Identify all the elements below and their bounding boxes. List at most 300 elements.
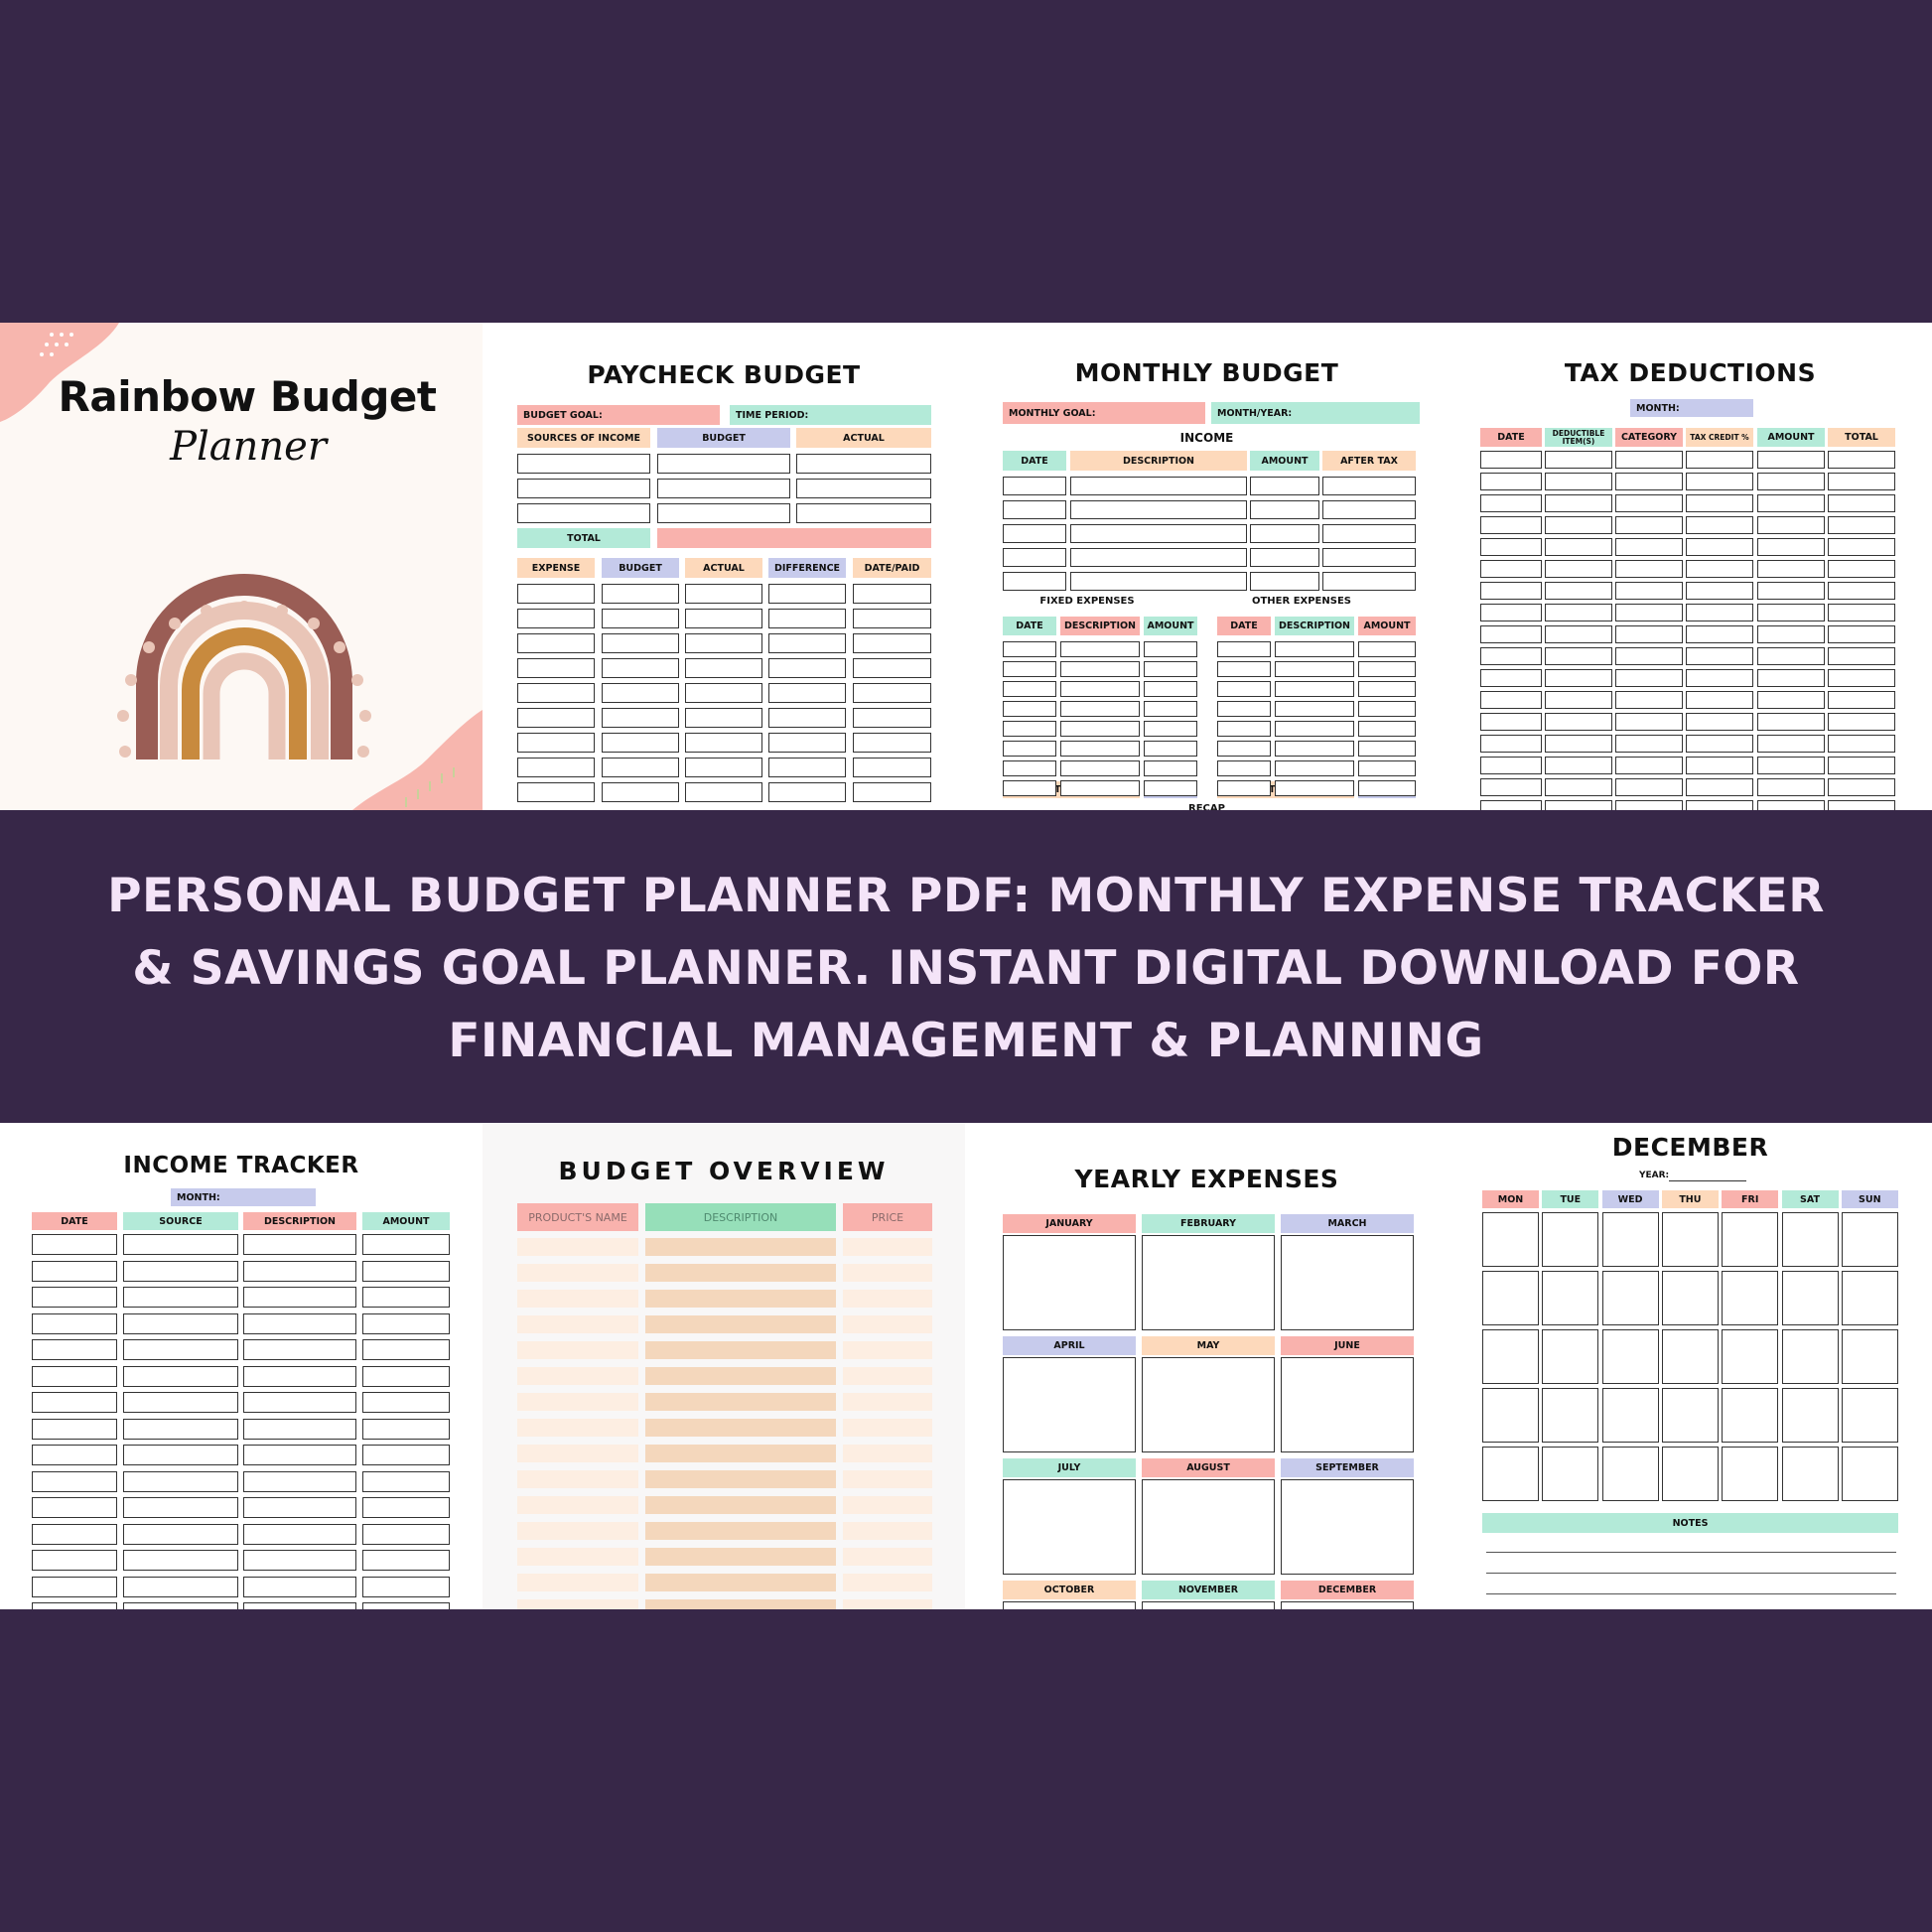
- input-cell[interactable]: [1275, 780, 1354, 796]
- input-cell[interactable]: [32, 1602, 117, 1609]
- input-cell[interactable]: [1060, 681, 1140, 697]
- day-cell[interactable]: [1542, 1271, 1598, 1325]
- input-cell[interactable]: [362, 1313, 450, 1334]
- month-box[interactable]: [1003, 1479, 1136, 1575]
- input-cell[interactable]: [1615, 691, 1683, 709]
- day-cell[interactable]: [1662, 1329, 1719, 1384]
- input-cell[interactable]: [1070, 524, 1247, 543]
- row-cell[interactable]: [645, 1238, 836, 1256]
- input-cell[interactable]: [243, 1577, 356, 1597]
- input-cell[interactable]: [1757, 800, 1825, 810]
- input-cell[interactable]: [1275, 721, 1354, 737]
- input-cell[interactable]: [32, 1366, 117, 1387]
- input-cell[interactable]: [1003, 721, 1056, 737]
- input-cell[interactable]: [1828, 647, 1895, 665]
- input-cell[interactable]: [1003, 548, 1066, 567]
- input-cell[interactable]: [1322, 477, 1416, 495]
- row-cell[interactable]: [517, 1445, 638, 1462]
- input-cell[interactable]: [1144, 701, 1197, 717]
- day-cell[interactable]: [1842, 1388, 1898, 1443]
- input-cell[interactable]: [517, 758, 595, 777]
- day-cell[interactable]: [1482, 1447, 1539, 1501]
- row-cell[interactable]: [645, 1290, 836, 1308]
- month-box[interactable]: [1142, 1479, 1275, 1575]
- input-cell[interactable]: [768, 658, 846, 678]
- input-cell[interactable]: [602, 708, 679, 728]
- input-cell[interactable]: [362, 1524, 450, 1545]
- row-cell[interactable]: [517, 1341, 638, 1359]
- row-cell[interactable]: [645, 1445, 836, 1462]
- input-cell[interactable]: [517, 584, 595, 604]
- input-cell[interactable]: [1757, 713, 1825, 731]
- row-cell[interactable]: [517, 1290, 638, 1308]
- input-cell[interactable]: [1217, 760, 1271, 776]
- row-cell[interactable]: [645, 1574, 836, 1591]
- input-cell[interactable]: [1358, 701, 1416, 717]
- input-cell[interactable]: [602, 733, 679, 753]
- input-cell[interactable]: [123, 1313, 238, 1334]
- input-cell[interactable]: [517, 782, 595, 802]
- day-cell[interactable]: [1722, 1271, 1778, 1325]
- input-cell[interactable]: [1545, 713, 1612, 731]
- input-cell[interactable]: [685, 609, 762, 628]
- input-cell[interactable]: [1480, 494, 1542, 512]
- row-cell[interactable]: [517, 1599, 638, 1609]
- input-cell[interactable]: [1217, 661, 1271, 677]
- input-cell[interactable]: [1545, 691, 1612, 709]
- row-cell[interactable]: [645, 1419, 836, 1437]
- input-cell[interactable]: [362, 1602, 450, 1609]
- input-cell[interactable]: [1686, 473, 1753, 490]
- input-cell[interactable]: [362, 1261, 450, 1282]
- input-cell[interactable]: [1070, 572, 1247, 591]
- input-cell[interactable]: [853, 658, 931, 678]
- input-cell[interactable]: [1615, 713, 1683, 731]
- input-cell[interactable]: [1615, 735, 1683, 753]
- input-cell[interactable]: [123, 1524, 238, 1545]
- day-cell[interactable]: [1542, 1447, 1598, 1501]
- input-cell[interactable]: [1480, 516, 1542, 534]
- day-cell[interactable]: [1722, 1447, 1778, 1501]
- row-cell[interactable]: [517, 1496, 638, 1514]
- input-cell[interactable]: [1757, 582, 1825, 600]
- month-box[interactable]: [1003, 1357, 1136, 1452]
- row-cell[interactable]: [843, 1548, 932, 1566]
- input-cell[interactable]: [1060, 780, 1140, 796]
- row-cell[interactable]: [517, 1367, 638, 1385]
- input-cell[interactable]: [1686, 800, 1753, 810]
- input-cell[interactable]: [1686, 778, 1753, 796]
- input-cell[interactable]: [243, 1261, 356, 1282]
- input-cell[interactable]: [685, 708, 762, 728]
- row-cell[interactable]: [843, 1367, 932, 1385]
- input-cell[interactable]: [1545, 669, 1612, 687]
- input-cell[interactable]: [768, 733, 846, 753]
- month-box[interactable]: [1142, 1235, 1275, 1330]
- input-cell[interactable]: [1144, 760, 1197, 776]
- input-cell[interactable]: [1828, 582, 1895, 600]
- input-cell[interactable]: [1322, 524, 1416, 543]
- input-cell[interactable]: [1828, 560, 1895, 578]
- day-cell[interactable]: [1842, 1271, 1898, 1325]
- input-cell[interactable]: [1757, 538, 1825, 556]
- row-cell[interactable]: [517, 1548, 638, 1566]
- input-cell[interactable]: [1545, 560, 1612, 578]
- row-cell[interactable]: [645, 1341, 836, 1359]
- row-cell[interactable]: [843, 1574, 932, 1591]
- row-cell[interactable]: [843, 1290, 932, 1308]
- input-cell[interactable]: [517, 658, 595, 678]
- input-cell[interactable]: [243, 1366, 356, 1387]
- row-cell[interactable]: [843, 1315, 932, 1333]
- input-cell[interactable]: [1144, 741, 1197, 757]
- input-cell[interactable]: [1545, 800, 1612, 810]
- input-cell[interactable]: [1828, 473, 1895, 490]
- day-cell[interactable]: [1662, 1447, 1719, 1501]
- input-cell[interactable]: [32, 1287, 117, 1308]
- input-cell[interactable]: [1828, 778, 1895, 796]
- input-cell[interactable]: [602, 658, 679, 678]
- input-cell[interactable]: [1060, 641, 1140, 657]
- total-value-field[interactable]: [657, 528, 931, 548]
- day-cell[interactable]: [1602, 1212, 1659, 1267]
- input-cell[interactable]: [123, 1392, 238, 1413]
- input-cell[interactable]: [1615, 451, 1683, 469]
- day-cell[interactable]: [1602, 1271, 1659, 1325]
- row-cell[interactable]: [645, 1548, 836, 1566]
- input-cell[interactable]: [1828, 451, 1895, 469]
- input-cell[interactable]: [362, 1577, 450, 1597]
- input-cell[interactable]: [1070, 477, 1247, 495]
- input-cell[interactable]: [853, 733, 931, 753]
- input-cell[interactable]: [32, 1313, 117, 1334]
- input-cell[interactable]: [243, 1524, 356, 1545]
- input-cell[interactable]: [685, 658, 762, 678]
- input-cell[interactable]: [1275, 760, 1354, 776]
- input-cell[interactable]: [1757, 560, 1825, 578]
- input-cell[interactable]: [1615, 778, 1683, 796]
- day-cell[interactable]: [1662, 1212, 1719, 1267]
- input-cell[interactable]: [362, 1445, 450, 1465]
- day-cell[interactable]: [1782, 1388, 1839, 1443]
- input-cell[interactable]: [1250, 524, 1319, 543]
- input-cell[interactable]: [1615, 625, 1683, 643]
- input-cell[interactable]: [1545, 604, 1612, 621]
- month-box[interactable]: [1281, 1479, 1414, 1575]
- input-cell[interactable]: [1828, 516, 1895, 534]
- input-cell[interactable]: [1480, 735, 1542, 753]
- input-cell[interactable]: [1757, 473, 1825, 490]
- input-cell[interactable]: [1217, 741, 1271, 757]
- input-cell[interactable]: [362, 1234, 450, 1255]
- input-cell[interactable]: [602, 584, 679, 604]
- input-cell[interactable]: [1686, 757, 1753, 774]
- input-cell[interactable]: [517, 454, 650, 474]
- day-cell[interactable]: [1722, 1388, 1778, 1443]
- input-cell[interactable]: [32, 1445, 117, 1465]
- input-cell[interactable]: [123, 1419, 238, 1440]
- input-cell[interactable]: [1828, 800, 1895, 810]
- day-cell[interactable]: [1782, 1329, 1839, 1384]
- row-cell[interactable]: [517, 1419, 638, 1437]
- input-cell[interactable]: [1480, 669, 1542, 687]
- input-cell[interactable]: [1757, 669, 1825, 687]
- input-cell[interactable]: [243, 1234, 356, 1255]
- input-cell[interactable]: [1828, 625, 1895, 643]
- input-cell[interactable]: [768, 782, 846, 802]
- input-cell[interactable]: [362, 1339, 450, 1360]
- input-cell[interactable]: [123, 1234, 238, 1255]
- input-cell[interactable]: [243, 1445, 356, 1465]
- input-cell[interactable]: [1545, 516, 1612, 534]
- input-cell[interactable]: [123, 1497, 238, 1518]
- input-cell[interactable]: [1757, 516, 1825, 534]
- input-cell[interactable]: [768, 708, 846, 728]
- input-cell[interactable]: [1275, 681, 1354, 697]
- input-cell[interactable]: [32, 1524, 117, 1545]
- input-cell[interactable]: [517, 633, 595, 653]
- input-cell[interactable]: [1003, 572, 1066, 591]
- input-cell[interactable]: [657, 503, 790, 523]
- input-cell[interactable]: [1545, 735, 1612, 753]
- input-cell[interactable]: [602, 683, 679, 703]
- input-cell[interactable]: [1686, 582, 1753, 600]
- input-cell[interactable]: [1275, 661, 1354, 677]
- input-cell[interactable]: [1545, 625, 1612, 643]
- day-cell[interactable]: [1542, 1388, 1598, 1443]
- input-cell[interactable]: [32, 1497, 117, 1518]
- day-cell[interactable]: [1722, 1329, 1778, 1384]
- input-cell[interactable]: [1358, 681, 1416, 697]
- input-cell[interactable]: [768, 633, 846, 653]
- input-cell[interactable]: [1828, 669, 1895, 687]
- input-cell[interactable]: [1545, 757, 1612, 774]
- month-box[interactable]: [1281, 1235, 1414, 1330]
- input-cell[interactable]: [123, 1577, 238, 1597]
- input-cell[interactable]: [1144, 641, 1197, 657]
- row-cell[interactable]: [645, 1367, 836, 1385]
- input-cell[interactable]: [796, 454, 931, 474]
- input-cell[interactable]: [1757, 691, 1825, 709]
- input-cell[interactable]: [1003, 524, 1066, 543]
- input-cell[interactable]: [1358, 721, 1416, 737]
- row-cell[interactable]: [645, 1599, 836, 1609]
- row-cell[interactable]: [517, 1522, 638, 1540]
- input-cell[interactable]: [1828, 691, 1895, 709]
- input-cell[interactable]: [1060, 760, 1140, 776]
- input-cell[interactable]: [1217, 780, 1271, 796]
- input-cell[interactable]: [1757, 451, 1825, 469]
- input-cell[interactable]: [1358, 741, 1416, 757]
- input-cell[interactable]: [362, 1287, 450, 1308]
- row-cell[interactable]: [645, 1393, 836, 1411]
- row-cell[interactable]: [517, 1574, 638, 1591]
- input-cell[interactable]: [1686, 538, 1753, 556]
- input-cell[interactable]: [1615, 560, 1683, 578]
- input-cell[interactable]: [1615, 800, 1683, 810]
- input-cell[interactable]: [796, 479, 931, 498]
- input-cell[interactable]: [1480, 582, 1542, 600]
- input-cell[interactable]: [1757, 735, 1825, 753]
- input-cell[interactable]: [243, 1419, 356, 1440]
- input-cell[interactable]: [1003, 500, 1066, 519]
- input-cell[interactable]: [362, 1366, 450, 1387]
- input-cell[interactable]: [1480, 473, 1542, 490]
- input-cell[interactable]: [657, 479, 790, 498]
- day-cell[interactable]: [1842, 1212, 1898, 1267]
- input-cell[interactable]: [1003, 760, 1056, 776]
- input-cell[interactable]: [768, 758, 846, 777]
- input-cell[interactable]: [1003, 701, 1056, 717]
- input-cell[interactable]: [1275, 701, 1354, 717]
- input-cell[interactable]: [1358, 661, 1416, 677]
- input-cell[interactable]: [1828, 538, 1895, 556]
- input-cell[interactable]: [1275, 741, 1354, 757]
- day-cell[interactable]: [1542, 1212, 1598, 1267]
- input-cell[interactable]: [1060, 741, 1140, 757]
- input-cell[interactable]: [685, 782, 762, 802]
- input-cell[interactable]: [517, 708, 595, 728]
- input-cell[interactable]: [362, 1471, 450, 1492]
- input-cell[interactable]: [32, 1339, 117, 1360]
- day-cell[interactable]: [1662, 1388, 1719, 1443]
- input-cell[interactable]: [1250, 572, 1319, 591]
- row-cell[interactable]: [517, 1470, 638, 1488]
- input-cell[interactable]: [1480, 757, 1542, 774]
- row-cell[interactable]: [843, 1599, 932, 1609]
- input-cell[interactable]: [123, 1339, 238, 1360]
- input-cell[interactable]: [32, 1261, 117, 1282]
- input-cell[interactable]: [1480, 560, 1542, 578]
- row-cell[interactable]: [843, 1522, 932, 1540]
- input-cell[interactable]: [768, 609, 846, 628]
- input-cell[interactable]: [32, 1577, 117, 1597]
- input-cell[interactable]: [1686, 735, 1753, 753]
- input-cell[interactable]: [243, 1497, 356, 1518]
- input-cell[interactable]: [1480, 778, 1542, 796]
- input-cell[interactable]: [1615, 757, 1683, 774]
- input-cell[interactable]: [1070, 500, 1247, 519]
- input-cell[interactable]: [1060, 701, 1140, 717]
- input-cell[interactable]: [1144, 681, 1197, 697]
- day-cell[interactable]: [1542, 1329, 1598, 1384]
- input-cell[interactable]: [1686, 625, 1753, 643]
- input-cell[interactable]: [362, 1419, 450, 1440]
- input-cell[interactable]: [123, 1287, 238, 1308]
- input-cell[interactable]: [1686, 713, 1753, 731]
- input-cell[interactable]: [768, 683, 846, 703]
- input-cell[interactable]: [1828, 494, 1895, 512]
- input-cell[interactable]: [1250, 477, 1319, 495]
- input-cell[interactable]: [1358, 641, 1416, 657]
- row-cell[interactable]: [645, 1264, 836, 1282]
- input-cell[interactable]: [685, 584, 762, 604]
- input-cell[interactable]: [1545, 538, 1612, 556]
- input-cell[interactable]: [1322, 548, 1416, 567]
- input-cell[interactable]: [1275, 641, 1354, 657]
- input-cell[interactable]: [853, 683, 931, 703]
- input-cell[interactable]: [1480, 800, 1542, 810]
- input-cell[interactable]: [1545, 778, 1612, 796]
- input-cell[interactable]: [796, 503, 931, 523]
- input-cell[interactable]: [1217, 721, 1271, 737]
- input-cell[interactable]: [1480, 538, 1542, 556]
- input-cell[interactable]: [517, 503, 650, 523]
- input-cell[interactable]: [1686, 691, 1753, 709]
- input-cell[interactable]: [1217, 681, 1271, 697]
- input-cell[interactable]: [685, 733, 762, 753]
- input-cell[interactable]: [32, 1471, 117, 1492]
- input-cell[interactable]: [1480, 625, 1542, 643]
- day-cell[interactable]: [1782, 1271, 1839, 1325]
- month-box[interactable]: [1142, 1601, 1275, 1609]
- input-cell[interactable]: [1060, 721, 1140, 737]
- input-cell[interactable]: [1060, 661, 1140, 677]
- day-cell[interactable]: [1602, 1447, 1659, 1501]
- input-cell[interactable]: [1686, 560, 1753, 578]
- day-cell[interactable]: [1602, 1329, 1659, 1384]
- input-cell[interactable]: [123, 1471, 238, 1492]
- input-cell[interactable]: [1686, 604, 1753, 621]
- input-cell[interactable]: [768, 584, 846, 604]
- input-cell[interactable]: [123, 1445, 238, 1465]
- input-cell[interactable]: [602, 609, 679, 628]
- day-cell[interactable]: [1602, 1388, 1659, 1443]
- month-box[interactable]: [1003, 1601, 1136, 1609]
- input-cell[interactable]: [1615, 582, 1683, 600]
- input-cell[interactable]: [1545, 647, 1612, 665]
- input-cell[interactable]: [1003, 477, 1066, 495]
- input-cell[interactable]: [1828, 757, 1895, 774]
- input-cell[interactable]: [517, 683, 595, 703]
- input-cell[interactable]: [1358, 760, 1416, 776]
- day-cell[interactable]: [1482, 1212, 1539, 1267]
- input-cell[interactable]: [1757, 494, 1825, 512]
- input-cell[interactable]: [1615, 669, 1683, 687]
- row-cell[interactable]: [843, 1470, 932, 1488]
- row-cell[interactable]: [843, 1393, 932, 1411]
- day-cell[interactable]: [1482, 1329, 1539, 1384]
- input-cell[interactable]: [1480, 451, 1542, 469]
- input-cell[interactable]: [1144, 661, 1197, 677]
- input-cell[interactable]: [1217, 641, 1271, 657]
- input-cell[interactable]: [1686, 516, 1753, 534]
- input-cell[interactable]: [1358, 780, 1416, 796]
- row-cell[interactable]: [645, 1496, 836, 1514]
- month-box[interactable]: [1142, 1357, 1275, 1452]
- input-cell[interactable]: [853, 758, 931, 777]
- input-cell[interactable]: [657, 454, 790, 474]
- input-cell[interactable]: [362, 1550, 450, 1571]
- row-cell[interactable]: [517, 1315, 638, 1333]
- input-cell[interactable]: [1250, 500, 1319, 519]
- input-cell[interactable]: [1545, 451, 1612, 469]
- day-cell[interactable]: [1722, 1212, 1778, 1267]
- row-cell[interactable]: [517, 1393, 638, 1411]
- day-cell[interactable]: [1842, 1329, 1898, 1384]
- row-cell[interactable]: [517, 1238, 638, 1256]
- month-box[interactable]: [1003, 1235, 1136, 1330]
- input-cell[interactable]: [243, 1313, 356, 1334]
- row-cell[interactable]: [843, 1445, 932, 1462]
- row-cell[interactable]: [517, 1264, 638, 1282]
- input-cell[interactable]: [1480, 713, 1542, 731]
- input-cell[interactable]: [1686, 669, 1753, 687]
- input-cell[interactable]: [1686, 647, 1753, 665]
- row-cell[interactable]: [843, 1496, 932, 1514]
- input-cell[interactable]: [32, 1419, 117, 1440]
- input-cell[interactable]: [1003, 741, 1056, 757]
